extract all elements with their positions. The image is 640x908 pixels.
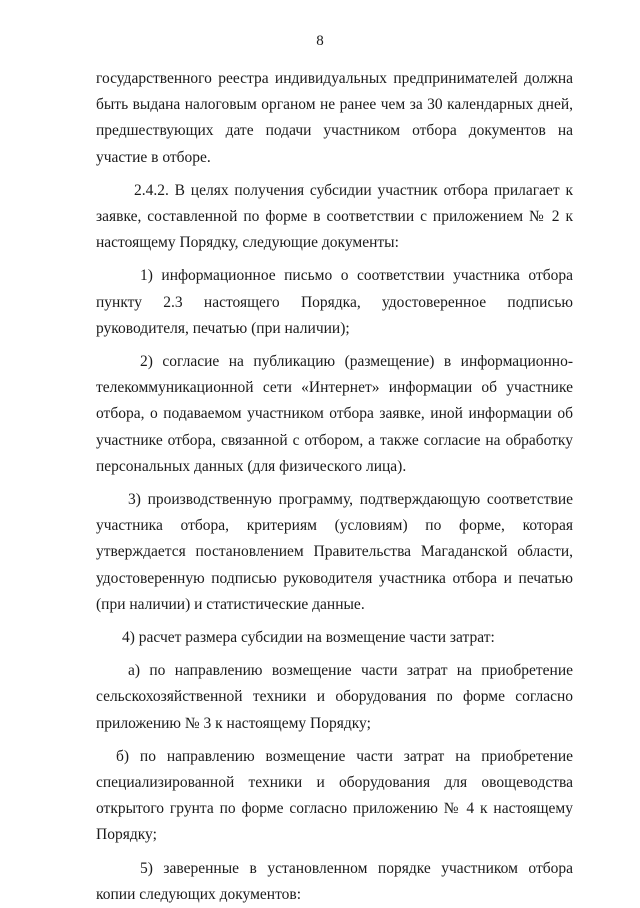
page-number: 8: [316, 33, 324, 49]
sub-item-b: б) по направлению возмещение части затрат на приобретение специализированной техники и оборудования для овощеводства открытого грунта по форме согласно приложению № 4 к настоящему Порядку;: [96, 747, 573, 844]
list-item-4: 4) расчет размера субсидии на возмещение части затрат:: [122, 629, 495, 647]
list-item-2: 2) согласие на публикацию (размещение) в информационно-телекоммуникационной сети «Интернет» информации об участнике отбора, о подаваемом участником отбора заявке, иной информации об участнике отбора, связанной с отбором, а также согласие на обработку персональных данных (для физического лица).: [96, 353, 573, 475]
list-item-3: 3) производственную программу, подтверждающую соответствие участника отбора, критериям (условиям) по форме, которая утверждается постановлением Правительства Магаданской области, удостоверенную подписью руководителя участника отбора и печатью (при наличии) и статистические данные.: [96, 491, 573, 613]
paragraph-registry-extract: государственного реестра индивидуальных предпринимателей должна быть выдана налоговым органом не ранее чем за 30 календарных дней, предшествующих дате подачи участником отбора документов на участие в отборе.: [96, 70, 573, 166]
list-item-1: 1) информационное письмо о соответствии участника отбора пункту 2.3 настоящего Порядка, удостоверенное подписью руководителя, печатью (при наличии);: [96, 267, 573, 337]
paragraph-2-4-2: 2.4.2. В целях получения субсидии участник отбора прилагает к заявке, составленной по форме в соответствии с приложением № 2 к настоящему Порядку, следующие документы:: [96, 181, 573, 252]
document-body: [96, 66, 573, 908]
sub-item-a: а) по направлению возмещение части затрат на приобретение сельскохозяйственной техники и оборудования по форме согласно приложению № 3 к настоящему Порядку;: [96, 662, 573, 732]
list-item-5: 5) заверенные в установленном порядке участником отбора копии следующих документов:: [96, 859, 573, 903]
